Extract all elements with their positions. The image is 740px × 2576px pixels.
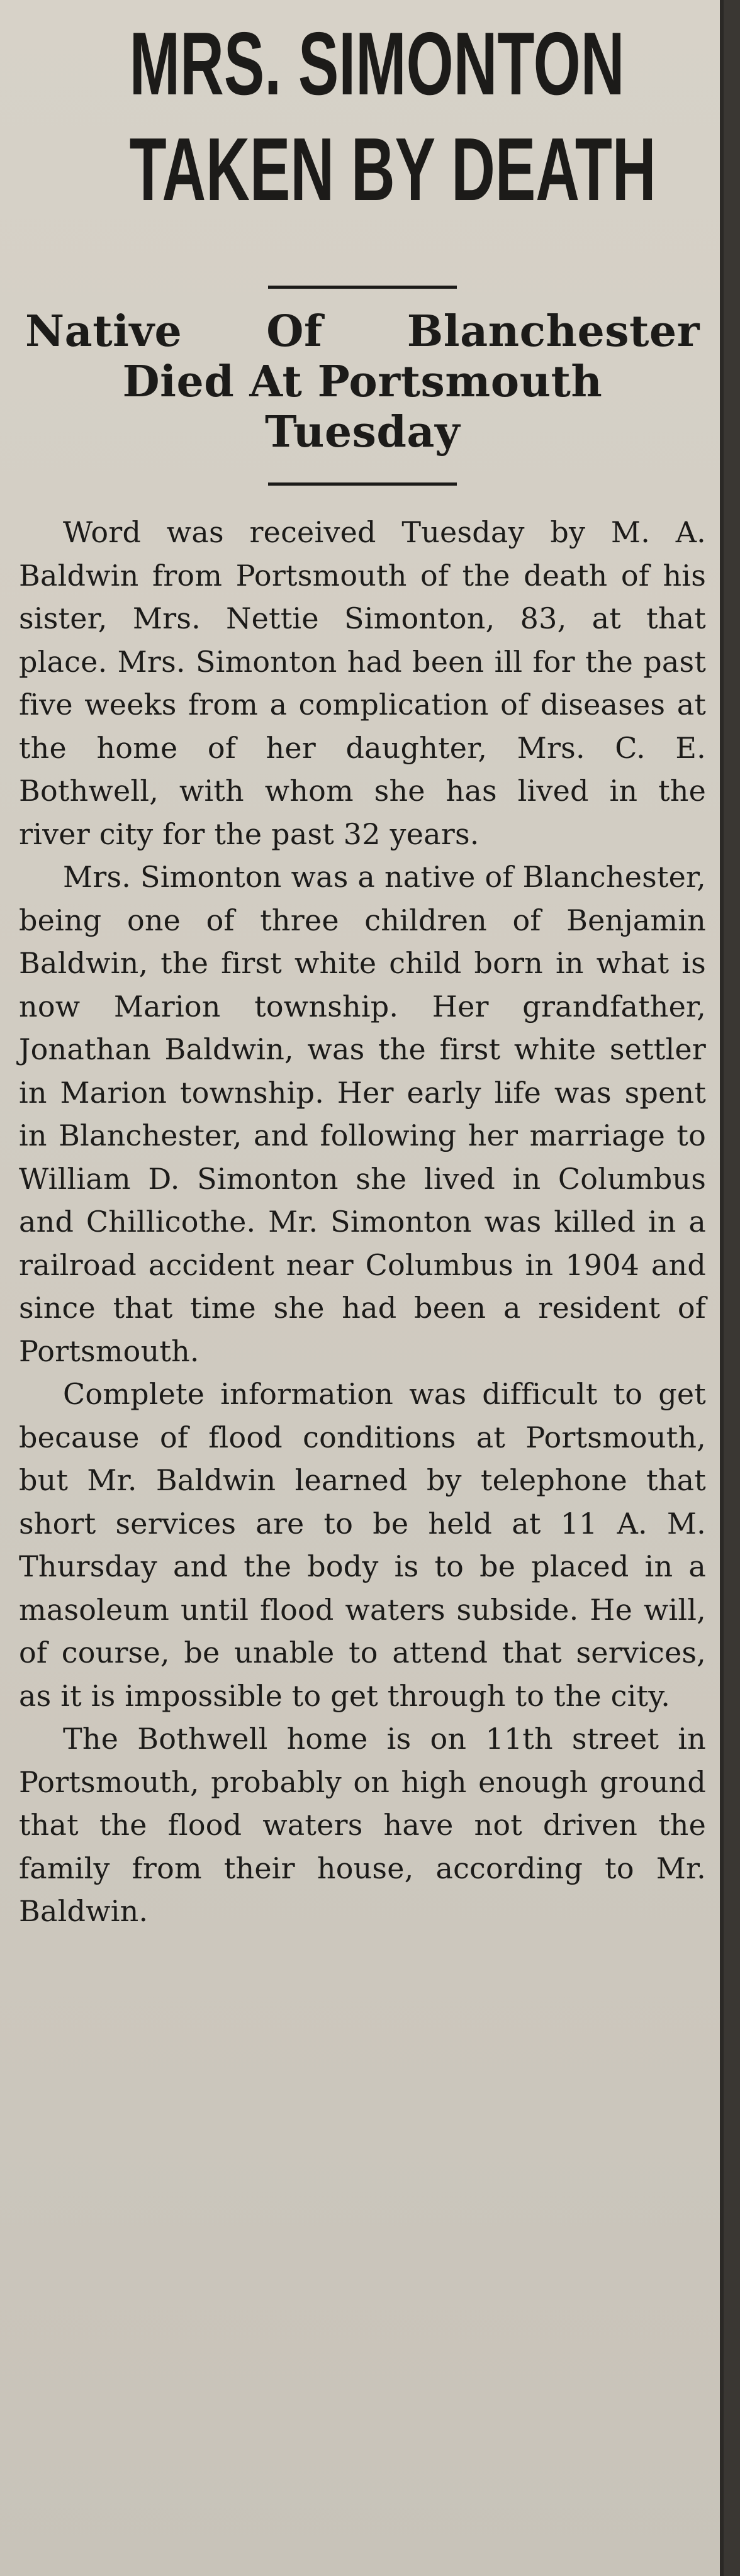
- paragraph: The Bothwell home is on 11th street in Portsmouth, probably on high enough ground that the flood waters have not driven the family from their house, according to Mr. Baldwin.: [19, 1722, 706, 1928]
- paragraph: Complete information was difficult to get because of flood conditions at Portsmouth, but Mr. Baldwin learned by telephone that short services are to be held at 11 A. M. Thursday and the body is to be placed in a masoleum until flood waters subside. He will, of course, be unable to attend that services, as it is impossible to get through to the city.: [19, 1377, 706, 1713]
- subheadline-word: Blanchester: [406, 306, 700, 357]
- bottom-rule: [268, 482, 457, 486]
- paragraph: Mrs. Simonton was a native of Blanchester, being one of three children of Benjamin Baldwin, the first white child born in what is now Marion township. Her grandfather, Jonathan Baldwin, was the first white settler in Marion township. Her early life was spent in Blanchester, and following her marriage to William D. Simonton she lived in Columbus and Chillicothe. Mr. Simonton was killed in a railroad accident near Columbus in 1904 and since that time she had been a resident of Portsmouth.: [19, 860, 706, 1368]
- subheadline-word: Of: [266, 306, 323, 357]
- subheadline-line-1: [19, 306, 706, 357]
- headline-line-2: TAKEN BY DEATH: [129, 120, 656, 220]
- article-body: [19, 511, 706, 1933]
- subheadline: [19, 306, 706, 457]
- headline-line-1: MRS. SIMONTON: [129, 14, 625, 114]
- paragraph: Word was received Tuesday by M. A. Baldwin from Portsmouth of the death of his sister, Mrs. Nettie Simonton, 83, at that place. Mrs. Simonton had been ill for the past five weeks from a complication of diseases at the home of her daughter, Mrs. C. E. Bothwell, with whom she has lived in the river city for the past 32 years.: [19, 515, 706, 851]
- subheadline-word: Native: [25, 306, 182, 357]
- subheadline-line-2: Died At Portsmouth: [122, 357, 603, 407]
- top-rule: [268, 286, 457, 289]
- subheadline-line-3: Tuesday: [265, 407, 460, 457]
